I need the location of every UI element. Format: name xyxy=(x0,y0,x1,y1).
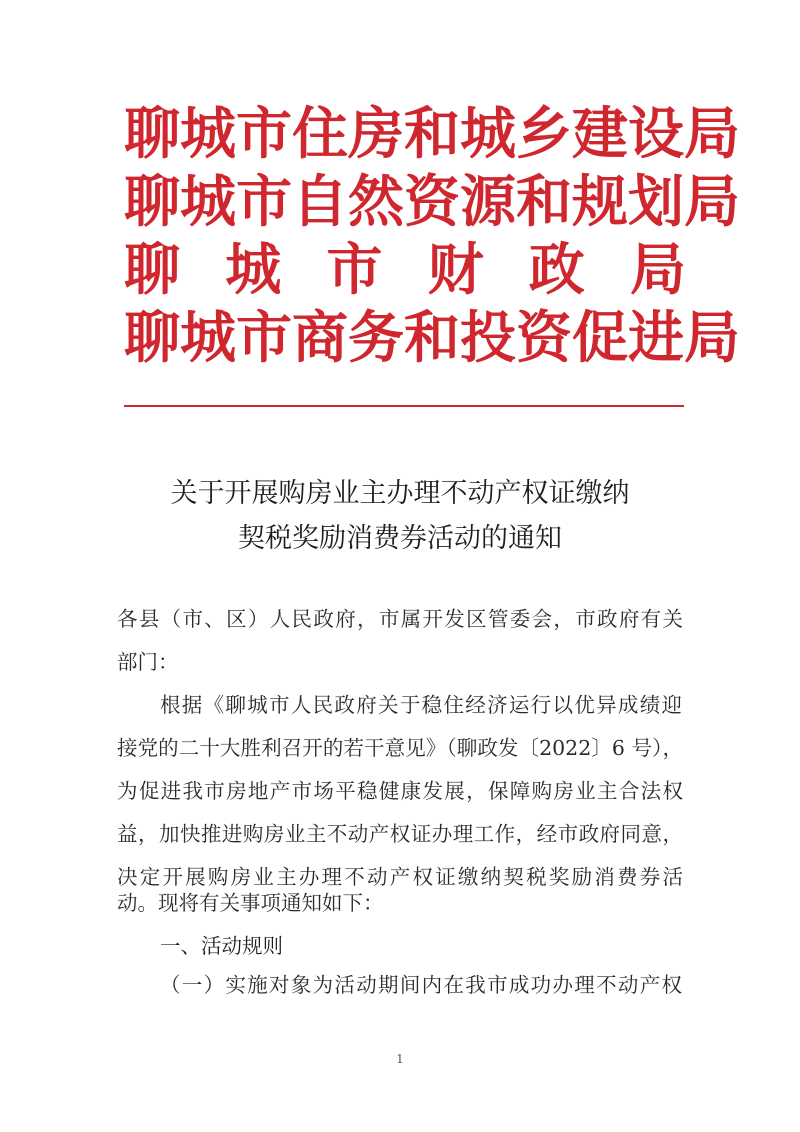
document-title-line-2: 契税奖励消费券活动的通知 xyxy=(238,523,562,554)
issuing-org-finance xyxy=(124,238,686,304)
body-paragraph-line: 接党的二十大胜利召开的若干意见》（聊政发〔2022〕6 号）， xyxy=(117,736,683,760)
issuing-org-commerce: 聊城市商务和投资促进局 xyxy=(124,306,740,371)
body-paragraph-line: 益，加快推进购房业主不动产权证办理工作，经市政府同意， xyxy=(117,822,683,846)
body-paragraph-line: 决定开展购房业主办理不动产权证缴纳契税奖励消费券活 xyxy=(117,865,683,889)
header-divider xyxy=(124,405,684,407)
section-item-line: （一）实施对象为活动期间内在我市成功办理不动产权 xyxy=(160,973,682,997)
body-paragraph-line: 根据《聊城市人民政府关于稳住经济运行以优异成绩迎 xyxy=(160,693,682,717)
document-title-line-1: 关于开展购房业主办理不动产权证缴纳 xyxy=(170,478,630,509)
issuing-org-finance-char: 政 xyxy=(528,238,585,303)
issuing-org-finance-char: 局 xyxy=(629,238,686,303)
issuing-org-natural-resources: 聊城市自然资源和规划局 xyxy=(124,170,740,235)
body-paragraph-line: 为促进我市房地产市场平稳健康发展，保障购房业主合法权 xyxy=(117,779,683,803)
page-number: 1 xyxy=(396,1052,404,1066)
body-paragraph-line: 动。现将有关事项通知如下： xyxy=(117,891,384,915)
issuing-org-finance-char: 市 xyxy=(326,238,383,303)
issuing-org-finance-char: 城 xyxy=(225,238,282,303)
addressee-line: 各县（市、区）人民政府，市属开发区管委会，市政府有关 xyxy=(117,607,683,631)
issuing-org-housing: 聊城市住房和城乡建设局 xyxy=(124,102,740,167)
addressee-line: 部门： xyxy=(117,650,179,674)
issuing-org-finance-char: 财 xyxy=(427,238,484,303)
section-heading: 一、活动规则 xyxy=(160,934,283,958)
issuing-org-finance-char: 聊 xyxy=(124,238,180,303)
